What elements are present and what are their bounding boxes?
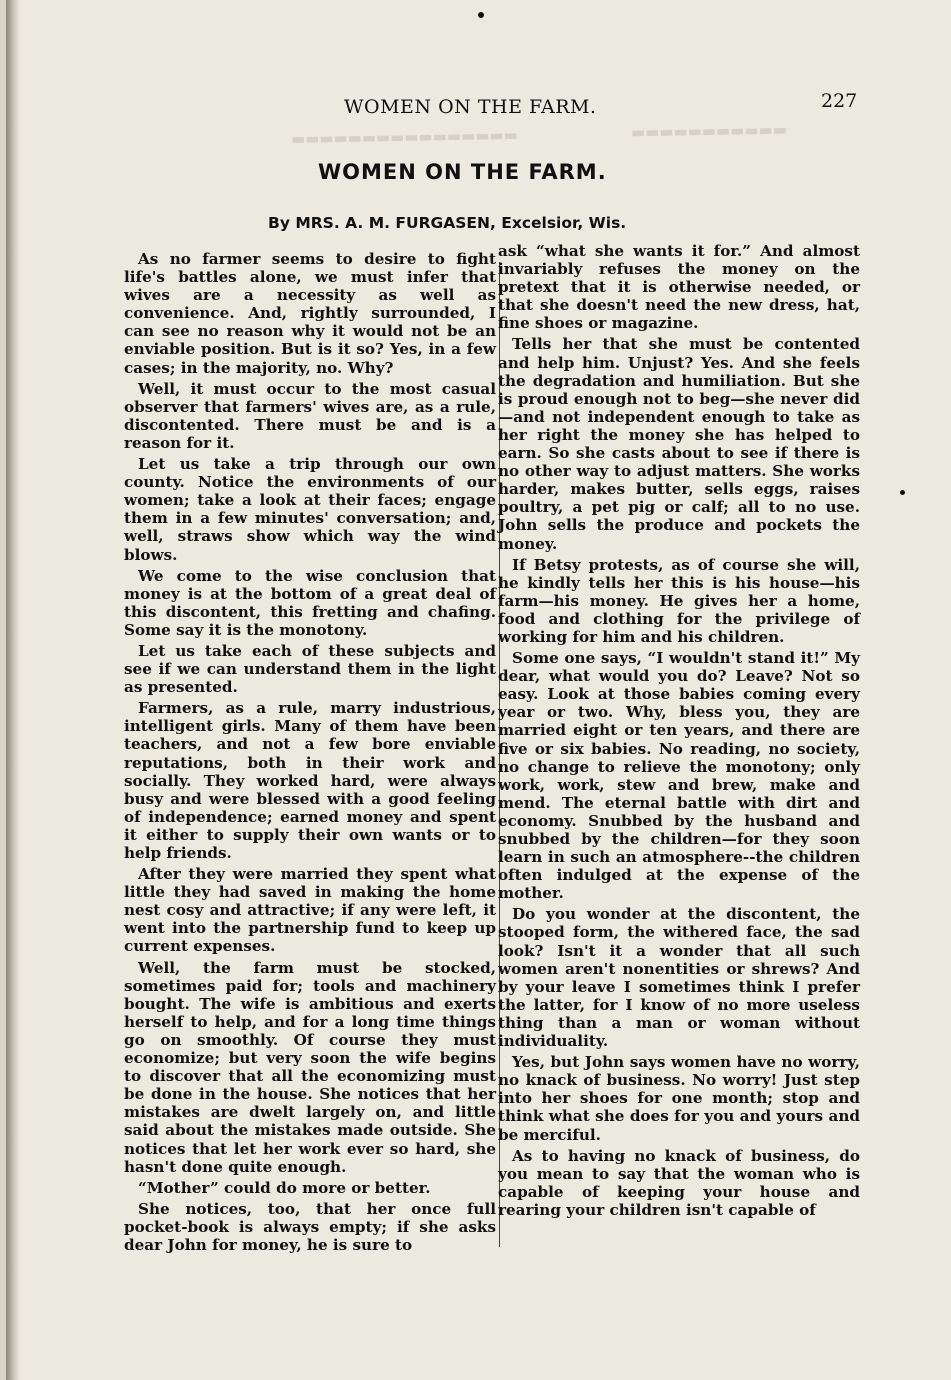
paragraph: As to having no knack of business, do you mean to say that the woman who is capable of keeping your house and rearing your children isn't capable of	[498, 1146, 860, 1219]
article-byline: By MRS. A. M. FURGASEN, Excelsior, Wis.	[268, 214, 627, 232]
book-page	[6, 0, 951, 1380]
paragraph-continuation: ask “what she wants it for.” And almost invariably refuses the money on the pretext that it is otherwise needed, or that she doesn't need the new dress, hat, fine shoes or magazine.	[498, 242, 860, 333]
paragraph: After they were married they spent what little they had saved in making the home nest cosy and attractive; if any were left, it went into the partnership fund to keep up current expenses.	[124, 865, 496, 956]
paragraph: If Betsy protests, as of course she will, he kindly tells her this is his house—his farm—his money. He gives her a home, food and clothing for the privilege of working for him and his children.	[498, 555, 860, 646]
left-column	[124, 250, 496, 1254]
right-column	[498, 242, 860, 1219]
ink-speck	[900, 490, 905, 495]
page-gutter	[6, 0, 20, 1380]
paragraph: Tells her that she must be contented and help him. Unjust? Yes. And she feels the degradation and humiliation. But she is proud enough not to beg—she never did—and not independent enough to take as her right the money she has helped to earn. So she casts about to see if there is no other way to adjust matters. She works harder, makes butter, sells eggs, raises poultry, a pet pig or calf; all to no use. John sells the produce and pockets the money.	[498, 335, 860, 553]
paragraph: Do you wonder at the discontent, the stooped form, the withered face, the sad look? Isn't it a wonder that all such women aren't nonentities or shrews? And by your leave I sometimes think I prefer the latter, for I know of no more useless thing than a man or woman without individuality.	[498, 905, 860, 1051]
bleed-through-shadow: ▬▬▬▬▬▬▬▬▬▬▬▬▬▬▬▬	[290, 126, 518, 148]
article-title: WOMEN ON THE FARM.	[318, 160, 607, 184]
paragraph: Let us take each of these subjects and see if we can understand them in the light as presented.	[124, 641, 496, 697]
running-head	[6, 90, 951, 126]
running-title: WOMEN ON THE FARM.	[344, 96, 597, 118]
paragraph: Well, the farm must be stocked, sometimes paid for; tools and machinery bought. The wife is ambitious and exerts herself to help, and for a long time things go on smoothly. Of course they must economize; but very soon the wife begins to discover that all the economizing must be done in the house. She notices that her mistakes are dwelt largely on, and little said about the mistakes made outside. She notices that let her work ever so hard, she hasn't done quite enough.	[124, 958, 496, 1176]
paragraph: Farmers, as a rule, marry industrious, intelligent girls. Many of them have been teachers, and not a few bore enviable reputations, both in their work and socially. They worked hard, were always busy and were blessed with a good feeling of independence; earned money and spent it either to supply their own wants or to help friends.	[124, 699, 496, 862]
paragraph: Let us take a trip through our own county. Notice the environments of our women; take a look at their faces; engage them in a few minutes' conversation; and, well, straws show which way the wind blows.	[124, 455, 496, 564]
bleed-through-shadow: ▬▬▬▬▬▬▬▬▬▬▬	[630, 120, 788, 142]
paragraph: She notices, too, that her once full pocket-book is always empty; if she asks dear John for money, he is sure to	[124, 1199, 496, 1254]
paragraph: Yes, but John says women have no worry, no knack of business. No worry! Just step into her shoes for one month; stop and think what she does for you and yours and be merciful.	[498, 1053, 860, 1144]
paragraph: “Mother” could do more or better.	[138, 1178, 431, 1197]
ink-speck	[478, 12, 484, 18]
paragraph: We come to the wise conclusion that money is at the bottom of a great deal of this discontent, this fretting and chafing. Some say it is the monotony.	[124, 566, 496, 639]
paragraph: Some one says, “I wouldn't stand it!” My dear, what would you do? Leave? Not so easy. Look at those babies coming every year or two. Why, bless you, they are married eight or ten years, and there are five or six babies. No reading, no society, no change to relieve the monotony; only work, work, stew and brew, make and mend. The eternal battle with dirt and economy. Snubbed by the husband and snubbed by the children—for they soon learn in such an atmosphere--the children often indulged at the expense of the mother.	[498, 649, 860, 903]
paragraph: As no farmer seems to desire to fight life's battles alone, we must infer that wives are a necessity as well as convenience. And, rightly surrounded, I can see no reason why it would not be an enviable position. But is it so? Yes, in a few cases; in the majority, no. Why?	[124, 250, 496, 377]
page-number: 227	[821, 90, 858, 112]
paragraph: Well, it must occur to the most casual observer that farmers' wives are, as a rule, discontented. There must be and is a reason for it.	[124, 379, 496, 452]
